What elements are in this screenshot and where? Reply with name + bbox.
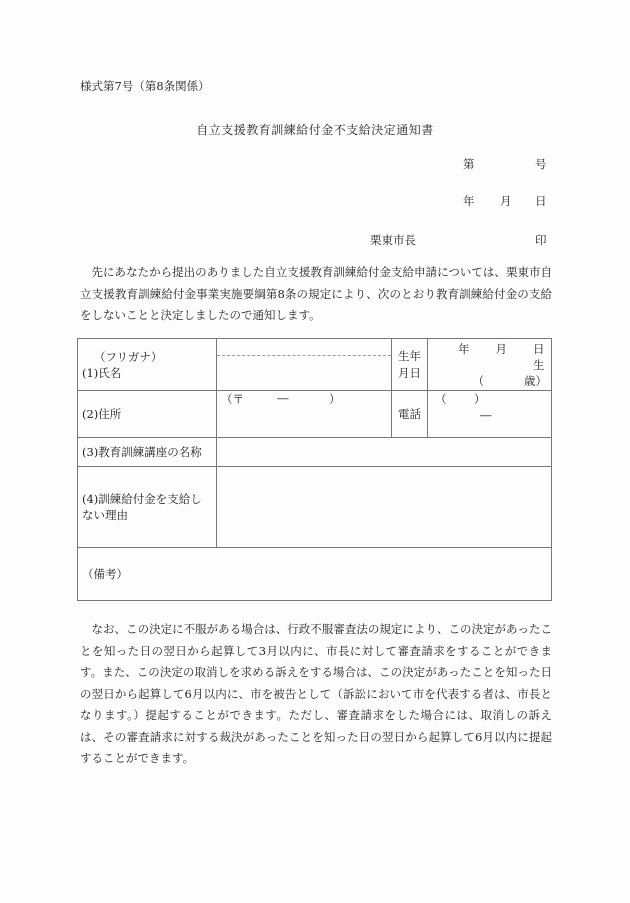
course-value-cell[interactable] [217,438,552,467]
name-row [78,339,552,391]
course-label: (3)教育訓練講座の名称 [78,438,217,467]
doc-number-prefix: 第 [463,157,475,171]
remarks-row [78,548,552,601]
remarks-label: （備考） [82,567,128,581]
address-row [78,391,552,438]
furigana-field[interactable] [217,339,391,356]
applicant-table [77,338,552,601]
postal-dash: ― [277,391,289,405]
birth-label-cell: 生年 月日 [392,339,428,391]
reason-value-cell[interactable] [217,467,552,548]
phone-label: 電話 [392,391,428,438]
address-value-cell[interactable] [217,391,392,438]
birth-date-cell[interactable]: 年 月 日生 （ 歳） [428,339,552,391]
phone-dash: ― [480,408,492,422]
phone-value-cell[interactable]: （ ） ― [428,391,552,438]
postal-open: （〒 [221,392,244,406]
furigana-label: （フリガナ） [94,349,163,364]
postal-close: ） [329,392,341,406]
issuer: 栗東市長 [370,233,416,247]
name-value-cell[interactable] [217,339,392,391]
date-month: 月 [500,194,512,208]
course-row [78,438,552,467]
name-label-cell [78,339,217,391]
date-year: 年 [463,194,475,208]
reason-label: (4)訓練給付金を支給し ない理由 [78,467,217,548]
reason-row [78,467,552,548]
document-title: 自立支援教育訓練給付金不支給決定通知書 [196,123,434,137]
name-label: (1)氏名 [82,365,122,380]
doc-number-suffix: 号 [535,157,547,171]
seal-mark: 印 [535,233,547,247]
form-number: 様式第7号（第8条関係） [80,79,210,93]
intro-paragraph: 先にあなたから提出のありました自立支援教育訓練給付金支給申請については、栗東市自立支援教育訓練給付金事業実施要綱第8条の規定により、次のとおり教育訓練給付金の支給をしないことと決定しましたので通知します。 [80,265,552,322]
date-day: 日 [535,194,547,208]
remarks-cell[interactable] [78,548,552,601]
notice-paragraph: なお、この決定に不服がある場合は、行政不服審査法の規定により、この決定があったことを知った日の翌日から起算して3月以内に、市長に対して審査請求をすることができます。また、この決定の取消しを求める訴えをする場合は、この決定があったことを知った日の翌日から起算して6月以内に、市を被告として（訴訟において市を代表する者は、市長となります。）提起することができます。ただし、審査請求をした場合には、取消しの訴えは、その審査請求に対する裁決があったことを知った日の翌日から起算して6月以内に提起することができます。 [80,622,552,765]
address-label: (2)住所 [78,391,217,438]
